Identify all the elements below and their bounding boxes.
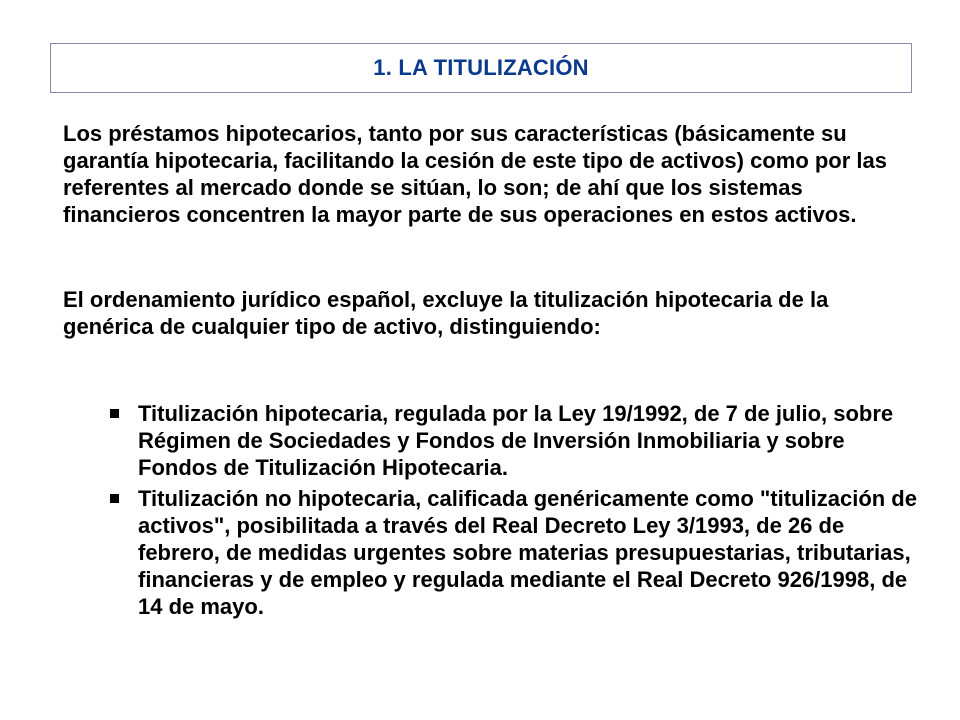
paragraph-ordenamiento: El ordenamiento jurídico español, excluye la titulización hipotecaria de la genérica de cualquier tipo de activo, distinguiendo:: [63, 287, 829, 339]
bullet-item-no-hipotecaria: [110, 485, 920, 620]
title-box: [50, 43, 912, 93]
paragraph-intro: Los préstamos hipotecarios, tanto por sus características (básicamente su garantía hipotecaria, facilitando la cesión de este tipo de activos) como por las referentes al mercado donde se sitúan, lo son; de ahí que los sistemas financieros concentren la mayor parte de sus operaciones en estos activos.: [63, 121, 888, 227]
slide-title: 1. LA TITULIZACIÓN: [373, 55, 589, 80]
bullet-text: Titulización no hipotecaria, calificada genéricamente como "titulización de activos", posibilitada a través del Real Decreto Ley 3/1993, de 26 de febrero, de medidas urgentes sobre materias presupuestarias, tributarias, financieras y de empleo y regulada mediante el Real Decreto 926/1998, de 14 de mayo.: [138, 486, 917, 619]
bullet-item-hipotecaria: [110, 400, 920, 481]
bullet-list: [110, 400, 920, 624]
square-bullet-icon: [110, 409, 119, 418]
square-bullet-icon: [110, 494, 119, 503]
bullet-text: Titulización hipotecaria, regulada por la Ley 19/1992, de 7 de julio, sobre Régimen de Sociedades y Fondos de Inversión Inmobiliaria y sobre Fondos de Titulización Hipotecaria.: [138, 401, 894, 480]
